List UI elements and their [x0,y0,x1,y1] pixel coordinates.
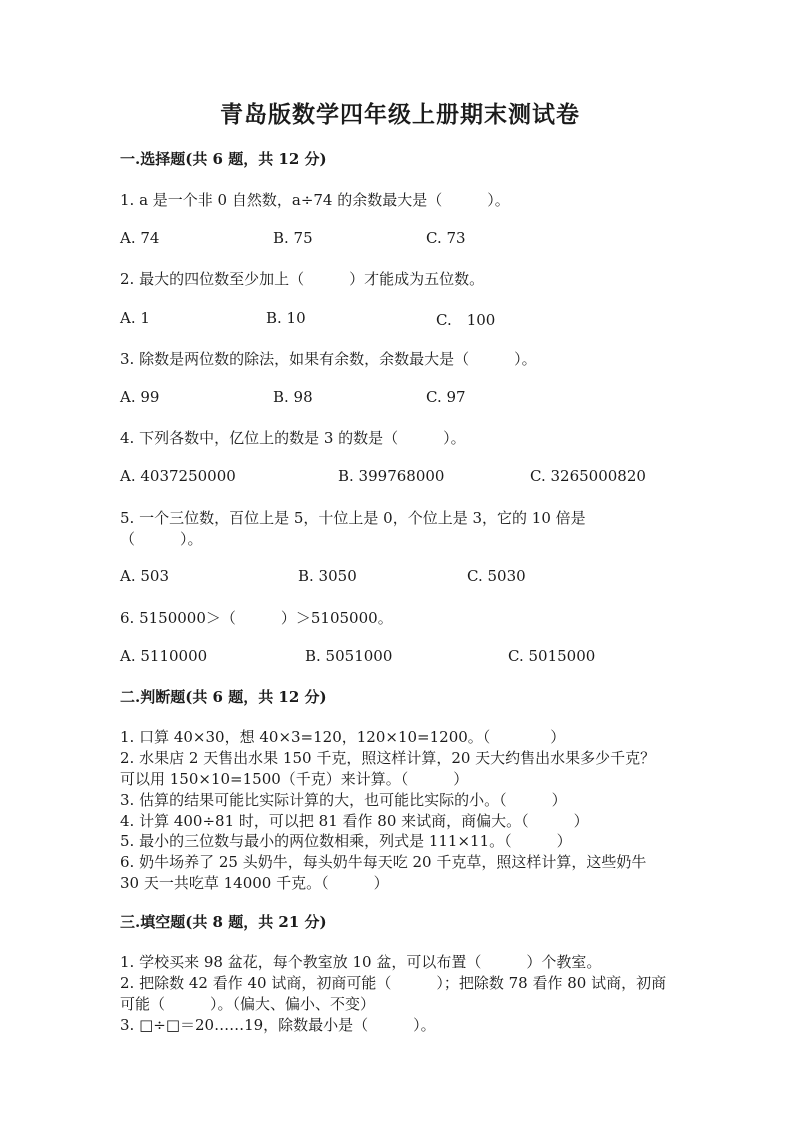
option-b: B. 399768000 [338,467,445,485]
question-text: 5. 一个三位数，百位上是 5，十位上是 0，个位上是 3，它的 10 倍是 [120,509,586,527]
question-text: 6. 5150000＞（ ）＞5105000。 [120,609,393,627]
option-b: B. 10 [266,309,306,327]
option-c: C. 73 [426,229,466,247]
fill-in-line: 1. 学校买来 98 盆花，每个教室放 10 盆，可以布置（ ）个教室。 [120,953,602,971]
option-c: C. 3265000820 [530,467,646,485]
statement-line: 可以用 150×10=1500（千克）来计算。（ ） [120,770,469,788]
option-c: C. 5030 [467,567,526,585]
statement-line: 5. 最小的三位数与最小的两位数相乘，列式是 111×11。（ ） [120,832,572,850]
option-b: B. 98 [273,388,313,406]
statement-line: 30 天一共吃草 14000 千克。（ ） [120,874,389,892]
statement-line: 1. 口算 40×30，想 40×3=120，120×10=1200。（ ） [120,728,566,746]
option-c: C. 97 [426,388,466,406]
section-heading-judgement: 二.判断题(共 6 题，共 12 分) [120,688,327,706]
option-b: B. 3050 [298,567,357,585]
section-heading-fill-in: 三.填空题(共 8 题，共 21 分) [120,913,327,931]
question-text: 4. 下列各数中，亿位上的数是 3 的数是（ ）。 [120,429,466,447]
question-text-continued: （ ）。 [120,530,203,548]
statement-line: 4. 计算 400÷81 时，可以把 81 看作 80 来试商，商偏大。（ ） [120,812,589,830]
statement-line: 3. 估算的结果可能比实际计算的大，也可能比实际的小。（ ） [120,791,567,809]
statement-line: 2. 水果店 2 天售出水果 150 千克，照这样计算，20 天大约售出水果多少千克？ [120,749,656,767]
section-heading-choice: 一.选择题(共 6 题，共 12 分) [120,150,327,168]
option-b: B. 5051000 [305,647,393,665]
option-a: A. 4037250000 [120,467,236,485]
question-text: 1. a 是一个非 0 自然数，a÷74 的余数最大是（ ）。 [120,191,510,209]
option-a: A. 1 [120,309,150,327]
option-c: C. 100 [436,311,496,329]
question-text: 2. 最大的四位数至少加上（ ）才能成为五位数。 [120,270,485,288]
option-b: B. 75 [273,229,313,247]
option-a: A. 99 [120,388,160,406]
option-c: C. 5015000 [508,647,596,665]
fill-in-line: 2. 把除数 42 看作 40 试商，初商可能（ ）；把除数 78 看作 80 试商，初商 [120,974,667,992]
option-a: A. 5110000 [120,647,208,665]
page-title: 青岛版数学四年级上册期末测试卷 [220,101,580,128]
statement-line: 6. 奶牛场养了 25 头奶牛，每头奶牛每天吃 20 千克草，照这样计算，这些奶牛 [120,853,647,871]
option-a: A. 503 [120,567,169,585]
fill-in-line: 3. □÷□＝20……19，除数最小是（ ）。 [120,1016,436,1034]
option-a: A. 74 [120,229,160,247]
fill-in-line: 可能（ ）。（偏大、偏小、不变） [120,995,376,1013]
question-text: 3. 除数是两位数的除法，如果有余数，余数最大是（ ）。 [120,350,537,368]
